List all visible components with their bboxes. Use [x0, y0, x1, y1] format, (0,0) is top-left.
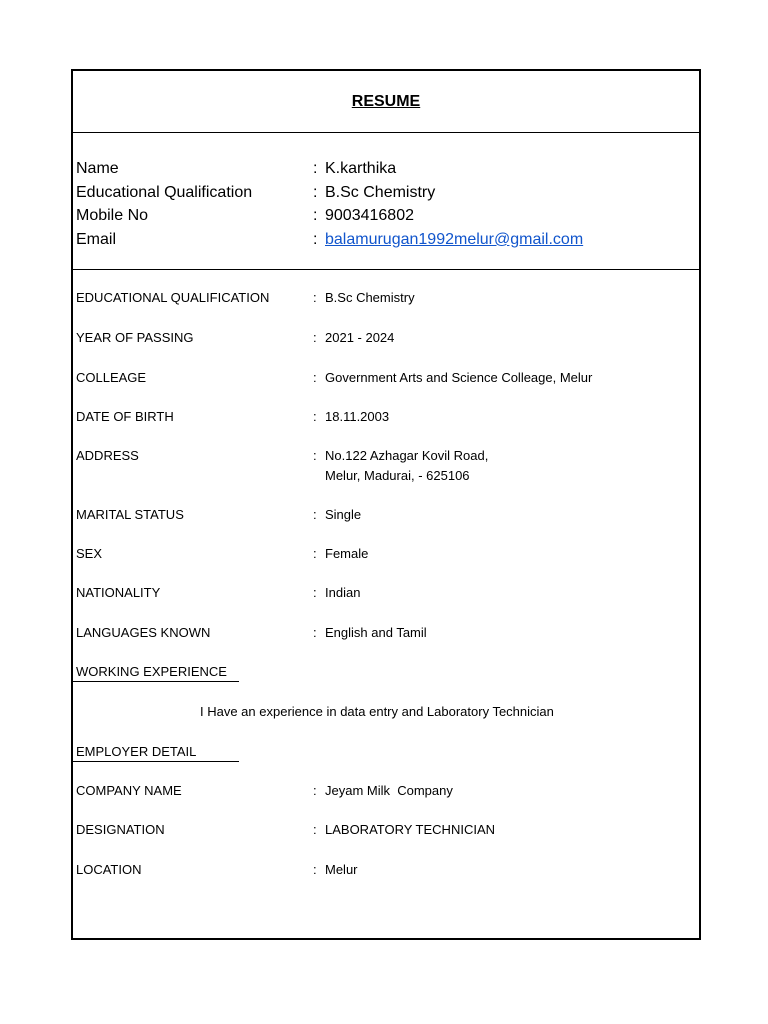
- email-label: Email: [76, 231, 117, 248]
- colon: :: [313, 625, 317, 640]
- employer-detail-heading: EMPLOYER DETAIL: [73, 743, 239, 762]
- detail-value: English and Tamil: [325, 625, 427, 640]
- colon: :: [313, 184, 318, 201]
- detail-value: Indian: [325, 585, 361, 600]
- colon: :: [313, 160, 318, 177]
- colon: :: [313, 231, 318, 248]
- detail-value: Female: [325, 546, 369, 561]
- resume-frame: [71, 69, 701, 940]
- employer-value: LABORATORY TECHNICIAN: [325, 822, 496, 837]
- qualification-value: B.Sc Chemistry: [325, 184, 436, 201]
- colon: :: [313, 290, 317, 305]
- detail-value: Single: [325, 507, 362, 522]
- detail-label: COLLEAGE: [76, 370, 147, 385]
- employer-value: Jeyam Milk Company: [325, 783, 453, 798]
- mobile-label: Mobile No: [76, 207, 149, 224]
- colon: :: [313, 822, 317, 837]
- colon: :: [313, 370, 317, 385]
- colon: :: [313, 546, 317, 561]
- employer-value: Melur: [325, 862, 358, 877]
- name-label: Name: [76, 160, 119, 177]
- detail-label: ADDRESS: [76, 448, 139, 463]
- detail-label: LANGUAGES KNOWN: [76, 625, 211, 640]
- detail-label: NATIONALITY: [76, 585, 161, 600]
- detail-label: EDUCATIONAL QUALIFICATION: [76, 290, 270, 305]
- address-line-2: Melur, Madurai, - 625106: [325, 468, 470, 483]
- detail-label: MARITAL STATUS: [76, 507, 184, 522]
- working-experience-heading: WORKING EXPERIENCE: [73, 663, 239, 682]
- detail-label: YEAR OF PASSING: [76, 330, 194, 345]
- mobile-value: 9003416802: [325, 207, 414, 224]
- detail-label: DATE OF BIRTH: [76, 409, 174, 424]
- colon: :: [313, 507, 317, 522]
- detail-value: 2021 - 2024: [325, 330, 395, 345]
- qualification-label: Educational Qualification: [76, 184, 253, 201]
- detail-value: B.Sc Chemistry: [325, 290, 415, 305]
- colon: :: [313, 862, 317, 877]
- colon: :: [313, 783, 317, 798]
- employer-label: LOCATION: [76, 862, 142, 877]
- header-divider: [73, 269, 699, 270]
- email-link[interactable]: balamurugan1992melur@gmail.com: [325, 231, 584, 248]
- employer-label: DESIGNATION: [76, 822, 165, 837]
- colon: :: [313, 448, 317, 463]
- name-value: K.karthika: [325, 160, 397, 177]
- working-experience-text: I Have an experience in data entry and Laboratory Technician: [200, 704, 554, 719]
- detail-value: 18.11.2003: [325, 409, 390, 424]
- colon: :: [313, 207, 318, 224]
- detail-value: Government Arts and Science Colleage, Melur: [325, 370, 593, 385]
- colon: :: [313, 409, 317, 424]
- address-line-1: No.122 Azhagar Kovil Road,: [325, 448, 489, 463]
- employer-label: COMPANY NAME: [76, 783, 182, 798]
- detail-label: SEX: [76, 546, 103, 561]
- resume-title: RESUME: [351, 93, 421, 110]
- colon: :: [313, 585, 317, 600]
- title-divider: [73, 132, 699, 133]
- colon: :: [313, 330, 317, 345]
